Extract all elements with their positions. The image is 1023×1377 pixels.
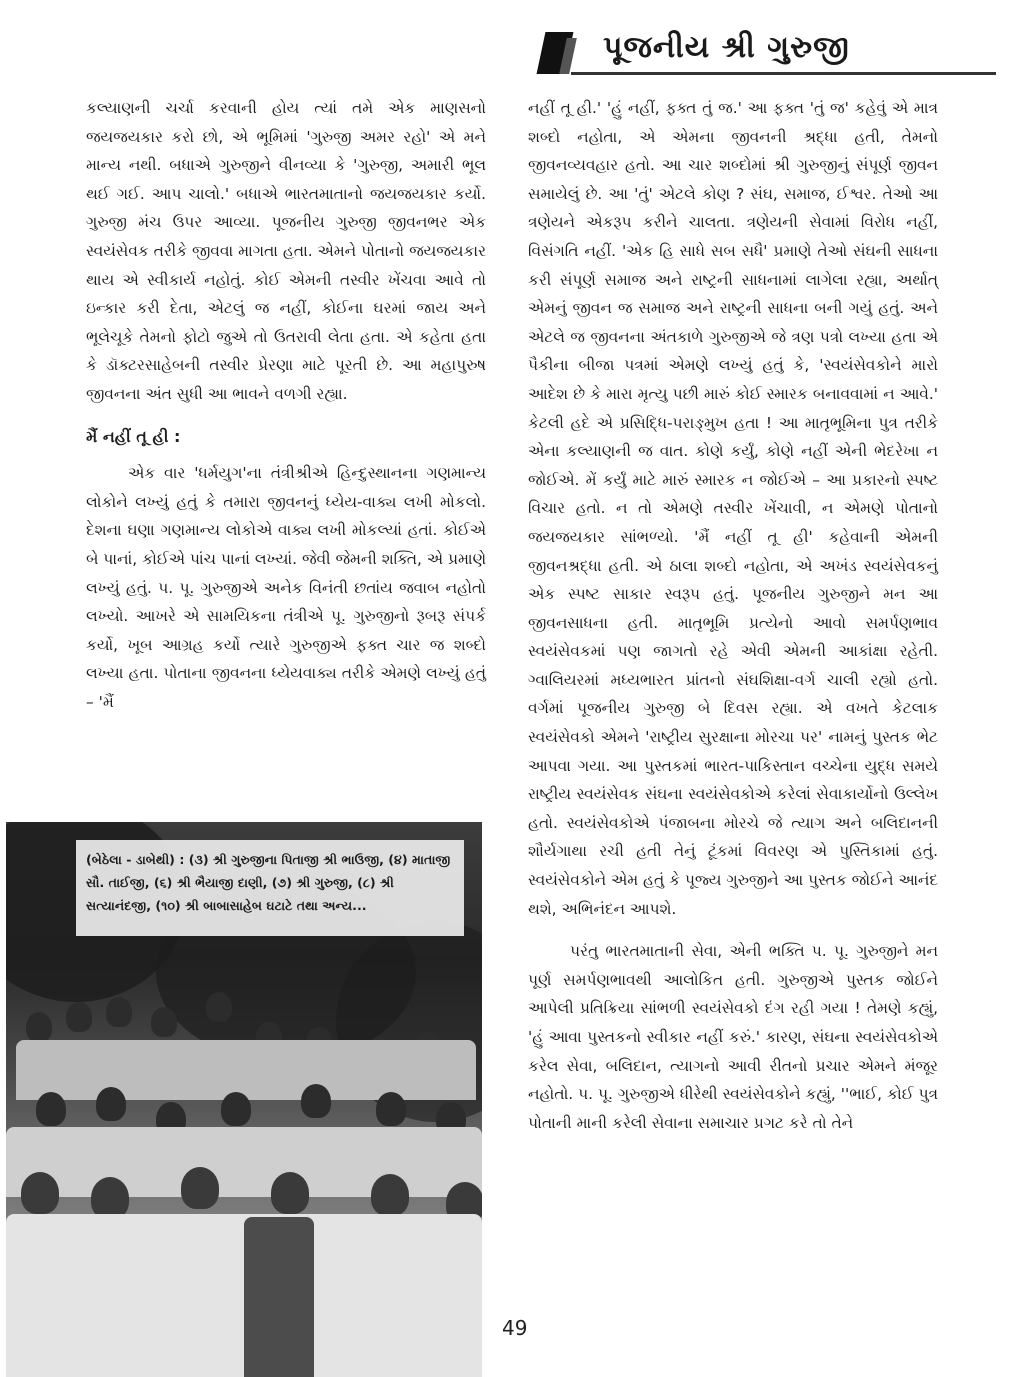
right-paragraph-2: પરંતુ ભારતમાતાની સેવા, એની ભક્તિ પ. પૂ. ગુરુજીને મન પૂર્ણ સમર્પણભાવથી આલોકિત હતી. ગુરુજીએ પુસ્તક જોઈને આપેલી પ્રતિક્રિયા સાંભળી સ્વયંસેવકો દંગ રહી ગયા ! તેમણે કહ્યું, 'હું આવા પુસ્તકનો સ્વીકાર નહીં કરું.' કારણ, સંઘના સ્વયંસેવકોએ કરેલ સેવા, બલિદાન, ત્યાગનો આવી રીતનો પ્રચાર એમને મંજૂર નહોતો. પ. પૂ. ગુરુજીએ ધીરેથી સ્વયંસેવકોને કહ્યું, ''ભાઈ, કોઈ પુત્ર પોતાની માની કરેલી સેવાના સમાચાર પ્રગટ કરે તો તેને [528, 942, 938, 1132]
photo-figure [21, 1172, 59, 1214]
photo-caption: (બેઠેલા - ડાબેથી) : (૩) શ્રી ગુરુજીના પિતાજી શ્રી ભાઉજી, (૪) માતાજી સૌ. તાઈજી, (૬) શ્રી ભૈયાજી દાણી, (૭) શ્રી ગુરુજી, (૮) શ્રી સત્યાનંદજી, (૧૦) શ્રી બાબાસાહેબ ઘટાટે તથા અન્ય... [76, 840, 464, 936]
photo-figure [91, 1177, 129, 1219]
header-rule [571, 72, 996, 75]
photo-figure [151, 1007, 177, 1037]
photo-figure [301, 1084, 331, 1118]
photo-figure [181, 1167, 219, 1209]
photo-figure [376, 1092, 406, 1126]
left-column [86, 94, 486, 716]
page-number: 49 [502, 1316, 528, 1340]
photo-figure [26, 1012, 52, 1042]
left-paragraph-1: કલ્યાણની ચર્ચા કરવાની હોય ત્યાં તમે એક માણસનો જયજયકાર કરો છો, એ ભૂમિમાં 'ગુરુજી અમર રહો' એ મને માન્ય નથી. બધાએ ગુરુજીને વીનવ્યા કે 'ગુરુજી, અમારી ભૂલ થઈ ગઈ. આપ ચાલો.' બધાએ ભારતમાતાનો જયજયકાર કર્યો. ગુરુજી મંચ ઉપર આવ્યા. પૂજનીય ગુરુજી જીવનભર એક સ્વયંસેવક તરીકે જીવવા માગતા હતા. એમને પોતાનો જયજયકાર થાય એ સ્વીકાર્ય નહોતું. કોઈ એમની તસ્વીર ખેંચવા આવે તો ઇન્કાર કરી દેતા, એટલું જ નહીં, કોઈના ઘરમાં જાય અને ભૂલેચૂકે તેમનો ફોટો જુએ તો ઉતરાવી લેતા હતા. એ કહેતા હતા કે ડૉક્ટરસાહેબની તસ્વીર પ્રેરણા માટે પૂરતી છે. આ મહાપુરુષ જીવનના અંત સુધી આ ભાવને વળગી રહ્યા. [86, 99, 486, 403]
photo-figure [66, 1002, 92, 1032]
header-title: પૂજનીય શ્રી ગુરુજી [603, 30, 850, 65]
left-paragraph-2: એક વાર 'ધર્મયુગ'ના તંત્રીશ્રીએ હિન્દુસ્થાનના ગણમાન્ય લોકોને લખ્યું હતું કે તમારા જીવનનું ધ્યેય-વાક્ય લખી મોકલો. દેશના ઘણા ગણમાન્ય લોકોએ વાક્ય લખી મોકલ્યાં હતાં. કોઈએ બે પાનાં, કોઈએ પાંચ પાનાં લખ્યાં. જેવી જેમની શક્તિ, એ પ્રમાણે લખ્યું હતું. પ. પૂ. ગુરુજીએ અનેક વિનંતી છતાંય જવાબ નહોતો લખ્યો. આખરે એ સામયિકના તંત્રીએ પૂ. ગુરુજીનો રૂબરૂ સંપર્ક કર્યો, ખૂબ આગ્રહ કર્યો ત્યારે ગુરુજીએ ફક્ત ચાર જ શબ્દો લખ્યા હતા. પોતાના જીવનના ધ્યેયવાક્ય તરીકે એમણે લખ્યું હતું – 'મૈં [86, 464, 486, 711]
section-subheading: મૈં નહીં તૂ હી : [86, 426, 181, 446]
photo-figure [371, 1174, 409, 1216]
photo-figure [106, 997, 132, 1027]
right-column [528, 94, 938, 1137]
photo-figure [206, 992, 232, 1022]
photo-figure [221, 1092, 251, 1126]
photo-figure [96, 1087, 126, 1121]
right-paragraph-1: નહીં તૂ હી.' 'હું નહીં, ફક્ત તું જ.' આ ફક્ત 'તું જ' કહેવું એ માત્ર શબ્દો નહોતા, એ એમના જીવનની શ્રદ્ધા હતી, તેમનો જીવનવ્યવહાર હતો. આ ચાર શબ્દોમાં શ્રી ગુરુજીનું સંપૂર્ણ જીવન સમાયેલું છે. આ 'તું' એટલે કોણ ? સંઘ, સમાજ, ઈશ્વર. તેઓ આ ત્રણેયને એકરૂપ કરીને ચાલતા. ત્રણેયની સેવામાં વિરોધ નહીં, વિસંગતિ નહીં. 'એક હિ સાધે સબ સધૈ' પ્રમાણે તેઓ સંઘની સાધના કરી સંપૂર્ણ સમાજ અને રાષ્ટ્રની સાધનામાં લાગેલા રહ્યા, અર્થાત્ એમનું જીવન જ સમાજ અને રાષ્ટ્રની સાધના બની ગયું હતું. અને એટલે જ જીવનના અંતકાળે ગુરુજીએ જે ત્રણ પત્રો લખ્યા હતા એ પૈકીના બીજા પત્રમાં એમણે લખ્યું હતું કે, 'સ્વયંસેવકોને મારો આદેશ છે કે મારા મૃત્યુ પછી મારું કોઈ સ્મારક બનાવવામાં ન આવે.' કેટલી હદે એ પ્રસિદ્ધિ-પરાઙ્મુખ હતા ! આ માતૃભૂમિના પુત્ર તરીકે એના કલ્યાણની જ વાત. કોણે કર્યું, કોણે નહીં એની ભેદરેખા ન જોઈએ. મેં કર્યું માટે મારું સ્મારક ન જોઈએ – આ પ્રકારનો સ્પષ્ટ વિચાર હતો. ન તો એમણે તસ્વીર ખેંચાવી, ન એમણે પોતાનો જયજયકાર સાંભળ્યો. 'મૈં નહીં તૂ હી' કહેવાની એમની જીવનશ્રદ્ધા હતી. એ ઠાલા શબ્દો નહોતા, એ અખંડ સ્વયંસેવકનું એક સ્પષ્ટ સાકાર સ્વરૂપ હતું. પૂજનીય ગુરુજીને મન આ જીવનસાધના હતી. માતૃભૂમિ પ્રત્યેનો આવો સમર્પણભાવ સ્વયંસેવકમાં પણ જાગતો રહે એવી એમની આકાંક્ષા રહેતી. ગ્વાલિયરમાં મધ્યભારત પ્રાંતનો સંઘશિક્ષા-વર્ગ ચાલી રહ્યો હતો. વર્ગમાં પૂજનીય ગુરુજી બે દિવસ રહ્યા. એ વખતે કેટલાક સ્વયંસેવકો એમને 'રાષ્ટ્રીય સુરક્ષાના મોરચા પર' નામનું પુસ્તક ભેટ આપવા ગયા. આ પુસ્તકમાં ભારત-પાકિસ્તાન વચ્ચેના યુદ્ધ સમયે રાષ્ટ્રીય સ્વયંસેવક સંઘના સ્વયંસેવકોએ કરેલાં સેવાકાર્યોનો ઉલ્લેખ હતો. સ્વયંસેવકોએ પંજાબના મોરચે જે ત્યાગ અને બલિદાનની શૌર્યગાથા રચી હતી તેનું ટૂંકમાં વિવરણ એ પુસ્તિકામાં હતું. સ્વયંસેવકોને એમ હતું કે પૂજ્ય ગુરુજીને આ પુસ્તક જોઈને આનંદ થશે, અભિનંદન આપશે. [528, 99, 938, 918]
photo-middle-row [6, 1127, 482, 1197]
photo-back-row [16, 1040, 476, 1100]
group-photo [6, 822, 482, 1377]
photo-figure [271, 1172, 309, 1214]
page-header [541, 28, 996, 80]
photo-figure [36, 1092, 66, 1126]
photo-dark-coat [244, 1217, 314, 1377]
